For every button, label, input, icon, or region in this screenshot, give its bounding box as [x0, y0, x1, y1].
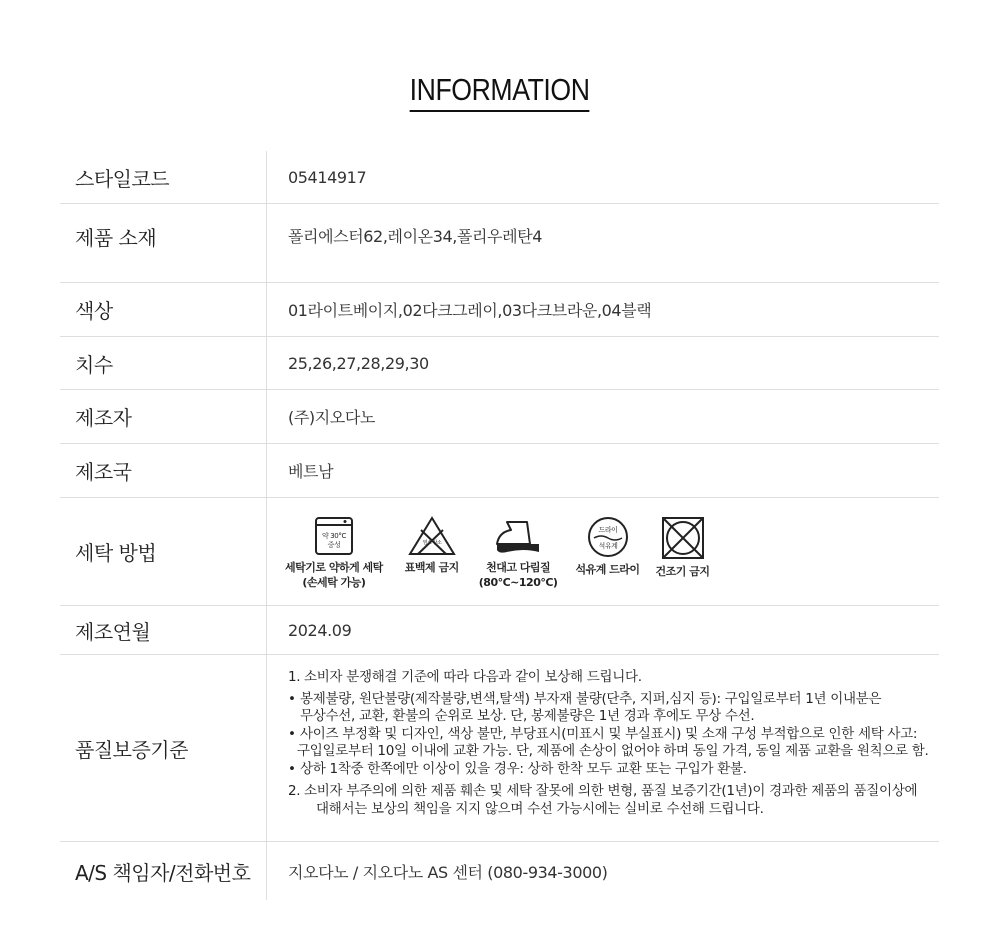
- quality-item-text: 대해서는 보상의 책임을 지지 않으며 수선 가능시에는 실비로 수선해 드립니다.: [316, 800, 764, 817]
- row-color: [60, 283, 939, 337]
- care-item-tumble: [656, 516, 710, 579]
- care-icons: [285, 498, 722, 605]
- bullet-text: 봉제불량, 원단불량(제작불량,변색,탈색) 부자재 불량(단추, 지퍼,심지 등): 구입일로부터 1년 이내분은: [300, 690, 882, 707]
- value-material: 폴리에스터62,레이온34,폴리우레탄4: [288, 227, 542, 246]
- value-manufacturer: (주)지오다노: [288, 408, 375, 427]
- bleach-chlorine-text: 염소: [422, 540, 432, 546]
- quality-bullet-1: [288, 691, 929, 726]
- value-size: 25,26,27,28,29,30: [288, 353, 429, 373]
- quality-item-1: [288, 669, 929, 687]
- care-item-iron: [479, 516, 558, 590]
- label-material: 제품 소재: [60, 204, 267, 282]
- petroleum-dry-clean-icon: [586, 516, 630, 558]
- iron-cloth-icon: [493, 516, 543, 556]
- row-style-code: [60, 151, 939, 204]
- care-caption-line: 천대고 다림질: [486, 561, 551, 574]
- page-title-wrap: [0, 72, 1000, 112]
- value-as: 지오다노 / 지오다노 AS 센터 (080-934-3000): [288, 862, 608, 882]
- label-date: 제조연월: [60, 606, 267, 654]
- value-country: 베트남: [288, 462, 334, 481]
- value-washing: [267, 498, 939, 605]
- care-caption-line: 석유계 드라이: [575, 563, 640, 576]
- quality-item-number: 2.: [288, 783, 301, 799]
- no-bleach-icon: [408, 516, 456, 556]
- quality-item-text: 소비자 분쟁해결 기준에 따라 다음과 같이 보상해 드립니다.: [304, 669, 642, 685]
- wash-temp-text: 약 30°C: [321, 532, 346, 540]
- row-quality: [60, 655, 939, 842]
- care-caption-bleach: [405, 560, 459, 575]
- bullet-symbol: •: [288, 725, 296, 742]
- no-tumble-dry-icon: [661, 516, 705, 560]
- wash-mode-text: 중성: [327, 541, 341, 549]
- bullet-text: 구입일로부터 10일 이내에 교환 가능. 단, 제품에 손상이 없어야 하며 동일 가격, 동일 제품 교환을 원칙으로 함.: [297, 743, 929, 759]
- row-date: [60, 606, 939, 655]
- label-size: 치수: [60, 337, 267, 389]
- label-color: 색상: [60, 283, 267, 336]
- label-style-code: 스타일코드: [60, 151, 267, 203]
- quality-bullet-2: [288, 726, 929, 761]
- row-manufacturer: [60, 390, 939, 444]
- bullet-text: 무상수선, 교환, 환불의 순위로 보상. 단, 봉제불량은 1년 경과 후에도 무상 수선.: [300, 708, 755, 724]
- row-material: [60, 204, 939, 283]
- care-caption-line: (80°C~120°C): [478, 576, 558, 589]
- bullet-symbol: •: [288, 690, 296, 707]
- label-quality: 품질보증기준: [60, 655, 267, 841]
- value-quality: [267, 655, 939, 841]
- bullet-symbol: •: [288, 760, 296, 777]
- row-size: [60, 337, 939, 390]
- label-as: A/S 책임자/전화번호: [60, 842, 267, 900]
- label-country: 제조국: [60, 444, 267, 497]
- info-table: [60, 151, 939, 900]
- quality-text: [288, 655, 929, 818]
- care-caption-line: 건조기 금지: [655, 565, 710, 578]
- page-title: INFORMATION: [410, 72, 590, 112]
- dry-label-text: 드라이: [597, 526, 618, 534]
- value-color: 01라이트베이지,02다크그레이,03다크브라운,04블랙: [288, 301, 652, 320]
- petroleum-label-text: 석유계: [597, 542, 618, 550]
- row-as: [60, 842, 939, 900]
- care-item-bleach: [405, 516, 459, 575]
- care-item-wash: [285, 516, 383, 590]
- care-caption-line: 세탁기로 약하게 세탁: [285, 561, 383, 574]
- quality-item-number: 1.: [288, 669, 301, 685]
- bullet-text: 상하 1착중 한쪽에만 이상이 있을 경우: 상하 한착 모두 교환 또는 구입가 환불.: [300, 760, 747, 777]
- quality-bullet-3: [288, 761, 929, 779]
- care-caption-tumble: [656, 564, 710, 579]
- quality-item-text: 소비자 부주의에 의한 제품 훼손 및 세탁 잘못에 의한 변형, 품질 보증기간(1년)이 경과한 제품의 품질이상에: [304, 783, 918, 799]
- label-washing: 세탁 방법: [60, 498, 267, 605]
- washing-machine-30c-icon: [314, 516, 354, 556]
- value-date: 2024.09: [288, 620, 352, 640]
- care-caption-dryclean: [575, 562, 639, 577]
- care-item-dryclean: [575, 516, 639, 577]
- value-style-code: 05414917: [288, 167, 367, 187]
- care-caption-line: (손세탁 가능): [302, 576, 366, 589]
- label-manufacturer: 제조자: [60, 390, 267, 443]
- quality-item-2: [288, 783, 929, 818]
- bullet-text: 사이즈 부정확 및 디자인, 색상 불만, 부당표시(미표시 및 부실표시) 및 소재 구성 부적합으로 인한 세탁 사고:: [300, 725, 918, 742]
- row-washing: [60, 498, 939, 606]
- care-caption-wash: [285, 560, 383, 590]
- care-caption-iron: [479, 560, 558, 590]
- row-country: [60, 444, 939, 498]
- bleach-oxygen-text: 산소: [432, 540, 442, 546]
- care-caption-line: 표백제 금지: [404, 561, 459, 574]
